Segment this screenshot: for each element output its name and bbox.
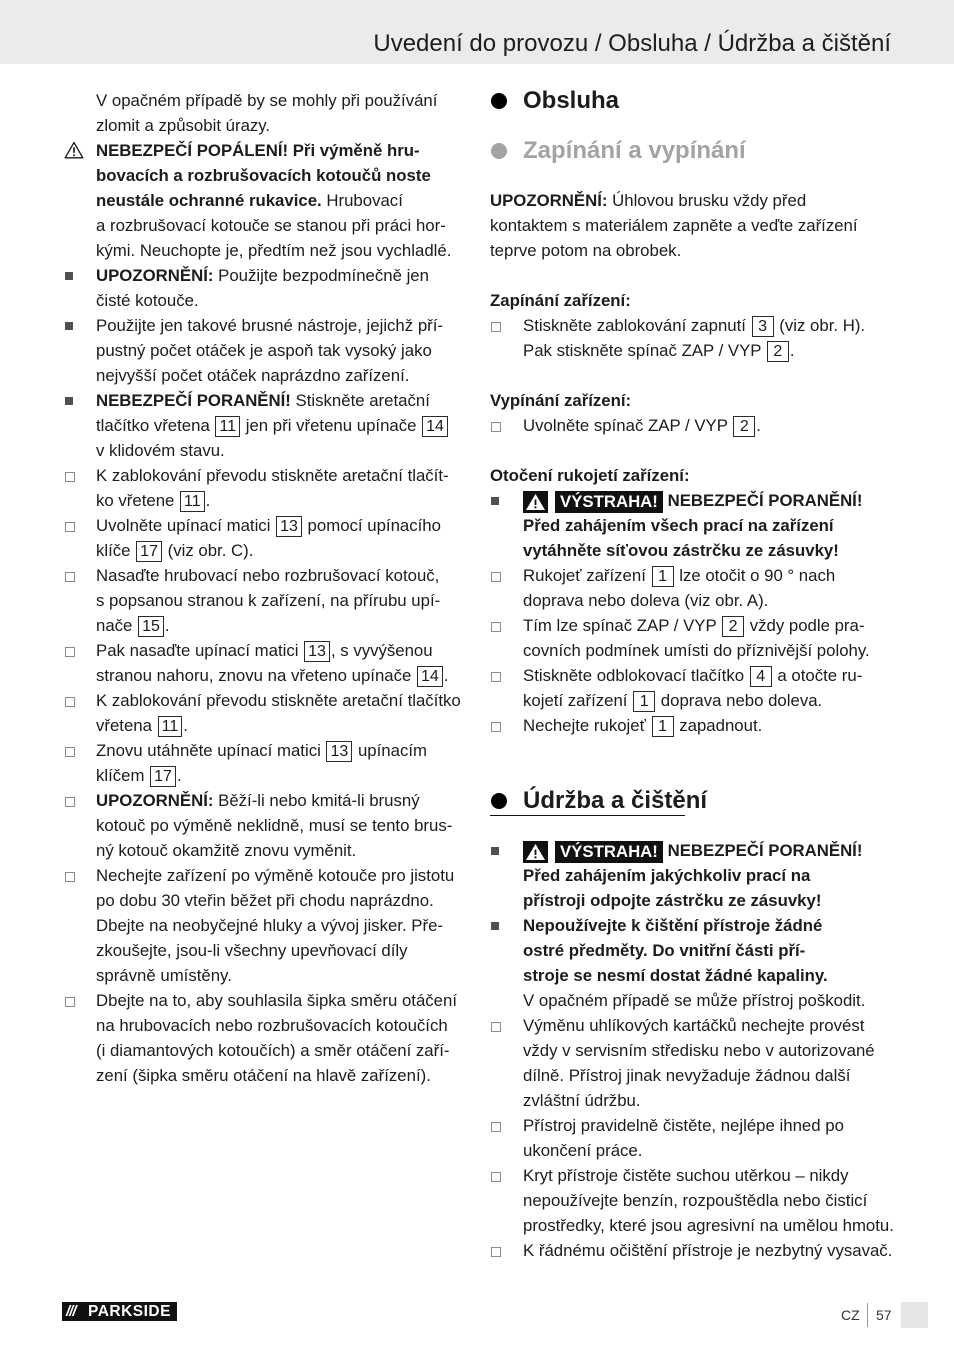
open-square-icon [490, 1163, 523, 1188]
filled-square-icon [490, 913, 523, 938]
text-run: dílně. Přístroj jinak nevyžaduje žádnou další [523, 1066, 851, 1085]
text-line [523, 638, 895, 663]
text-run: a rozbrušovací kotouče se stanou při práci hor- [96, 216, 446, 235]
text-lines [523, 413, 895, 438]
text-run: zení (šipka směru otáčení na hlavě zařízení). [96, 1066, 431, 1085]
bold-text-run: Nepoužívejte k čištění přístroje žádné [523, 916, 823, 935]
reference-number-box: 1 [652, 716, 674, 737]
bold-text-run: neustále ochranné rukavice. [96, 191, 322, 210]
text-run: doprava nebo doleva (viz obr. A). [523, 591, 769, 610]
text-run: po dobu 30 vteřin běžet při chodu naprázdno. [96, 891, 434, 910]
text-line [96, 538, 469, 563]
bold-text-run: stroje se nesmí dostat žádné kapaliny. [523, 966, 828, 985]
text-line [523, 488, 895, 513]
text-run: zlomit a způsobit úrazy. [96, 116, 271, 135]
list-item [490, 413, 895, 438]
text-line [96, 288, 469, 313]
open-square-icon [490, 613, 523, 638]
list-item [490, 613, 895, 663]
bold-text-run: NEBEZPEČÍ PORANĚNÍ! [96, 391, 291, 410]
text-line [96, 163, 469, 188]
text-lines [96, 513, 469, 563]
page-number: 57 [876, 1307, 892, 1323]
text-line [96, 638, 469, 663]
bold-text-run: bovacích a rozbrušovacích kotoučů noste [96, 166, 431, 185]
text-line [523, 1063, 895, 1088]
text-line [523, 913, 895, 938]
text-run: teprve potom na obrobek. [490, 241, 682, 260]
list-item [64, 263, 469, 313]
text-line [523, 1213, 895, 1238]
text-line [523, 313, 895, 338]
open-square-icon [490, 713, 523, 738]
text-lines [523, 488, 895, 563]
bullet-spacer [64, 88, 96, 113]
text-run: (i diamantových kotoučích) a směr otáčení zaří- [96, 1041, 450, 1060]
reference-number-box: 2 [767, 341, 789, 362]
text-run: nepoužívejte benzín, rozpouštědla nebo čisticí [523, 1191, 868, 1210]
text-run: Úhlovou brusku vždy před [607, 191, 807, 210]
list-item [490, 1163, 895, 1238]
text-line [523, 963, 895, 988]
text-line [523, 338, 895, 363]
left-column [64, 88, 469, 1088]
text-lines [523, 713, 895, 738]
text-run: tlačítko vřetena [96, 416, 215, 435]
text-run: K řádnému očištění přístroje je nezbytný vysavač. [523, 1241, 893, 1260]
section-heading [490, 88, 895, 113]
text-line [523, 563, 895, 588]
text-run: Tím lze spínač ZAP / VYP [523, 616, 722, 635]
text-line [96, 488, 469, 513]
text-run: Hrubovací [321, 191, 403, 210]
text-line [523, 888, 895, 913]
text-line [523, 1038, 895, 1063]
list-item [490, 663, 895, 713]
text-run: nejvyšší počet otáček naprázdno zařízení. [96, 366, 410, 385]
bold-text-run: NEBEZPEČÍ PORANĚNÍ! [662, 491, 863, 510]
text-line [523, 1113, 895, 1138]
subheading: Otočení rukojetí zařízení: [490, 466, 690, 485]
reference-number-box: 1 [633, 691, 655, 712]
text-run: doprava nebo doleva. [656, 691, 823, 710]
section-heading [490, 788, 895, 813]
logo-text: PARKSIDE [88, 1302, 171, 1320]
text-run: čisté kotouče. [96, 291, 199, 310]
open-square-icon [490, 313, 523, 338]
reference-number-box: 11 [215, 416, 240, 437]
reference-number-box: 2 [722, 616, 744, 637]
circle-bullet-icon [491, 93, 507, 109]
text-line [523, 713, 895, 738]
open-square-icon [490, 1238, 523, 1263]
open-square-icon [490, 663, 523, 688]
text-lines [523, 663, 895, 713]
text-lines [523, 563, 895, 613]
page-header [0, 0, 954, 64]
bold-text-run: NEBEZPEČÍ PORANĚNÍ! [662, 841, 863, 860]
text-line [96, 263, 469, 288]
reference-number-box: 1 [652, 566, 674, 587]
text-line [96, 788, 469, 813]
text-run: . [176, 766, 182, 785]
bold-text-run: Před zahájením všech prací na zařízení [523, 516, 834, 535]
text-line [96, 88, 469, 113]
text-line [96, 888, 469, 913]
open-square-icon [490, 563, 523, 588]
text-run: (viz obr. H). [774, 316, 866, 335]
list-item [490, 1013, 895, 1113]
text-lines [523, 838, 895, 913]
text-line [96, 238, 469, 263]
list-item [490, 838, 895, 913]
bold-text-run: UPOZORNĚNÍ: [490, 191, 608, 210]
text-line [96, 388, 469, 413]
text-line [96, 1063, 469, 1088]
open-square-icon [64, 513, 96, 538]
text-lines [523, 1238, 895, 1263]
filled-square-icon [64, 388, 96, 413]
text-run: Stiskněte aretační [290, 391, 430, 410]
text-run: ukončení práce. [523, 1141, 643, 1160]
reference-number-box: 15 [138, 616, 164, 637]
list-item [64, 388, 469, 463]
text-run: stranou nahoru, znovu na vřeteno upínače [96, 666, 416, 685]
open-square-icon [64, 863, 96, 888]
text-line [96, 813, 469, 838]
list-item [64, 988, 469, 1088]
text-run: K zablokování převodu stiskněte aretační tlačít- [96, 466, 449, 485]
text-run: Použijte bezpodmínečně jen [213, 266, 429, 285]
circle-bullet-icon [491, 143, 507, 159]
warning-sign-icon [523, 491, 548, 513]
text-line [523, 513, 895, 538]
circle-bullet-icon [491, 793, 507, 809]
text-lines [96, 788, 469, 863]
text-run: klíče [96, 541, 136, 560]
footer-divider [867, 1303, 868, 1327]
list-item [64, 563, 469, 638]
text-run: kotouč po výměně neklidně, musí se tento brus- [96, 816, 453, 835]
text-line [96, 713, 469, 738]
text-line [96, 938, 469, 963]
text-run: Nechejte rukojeť [523, 716, 651, 735]
text-lines [96, 138, 469, 263]
text-line [96, 913, 469, 938]
text-run: Uvolněte upínací matici [96, 516, 276, 535]
text-line [523, 988, 895, 1013]
text-lines [523, 913, 895, 1013]
text-line [96, 438, 469, 463]
text-line [96, 588, 469, 613]
bold-text-run: UPOZORNĚNÍ: [96, 791, 214, 810]
bold-text-run: NEBEZPEČÍ POPÁLENÍ! Při výměně hru- [96, 141, 420, 160]
heading-text: Obsluha [523, 86, 620, 114]
text-line [523, 1163, 895, 1188]
text-line [96, 463, 469, 488]
text-line [96, 188, 469, 213]
text-line [96, 688, 469, 713]
text-run: vřetena [96, 716, 157, 735]
text-line [96, 563, 469, 588]
warning-icon [64, 138, 96, 163]
text-line [96, 663, 469, 688]
text-line [523, 588, 895, 613]
list-item [64, 688, 469, 738]
text-lines [523, 1113, 895, 1163]
text-run: Pak stiskněte spínač ZAP / VYP [523, 341, 766, 360]
text-run: Přístroj pravidelně čistěte, nejlépe ihned po [523, 1116, 844, 1135]
open-square-icon [490, 1113, 523, 1138]
text-line [523, 1138, 895, 1163]
text-run: vždy podle pra- [745, 616, 865, 635]
text-run: pomocí upínacího [302, 516, 441, 535]
list-item [490, 313, 895, 363]
filled-square-icon [490, 838, 523, 863]
text-line [96, 1038, 469, 1063]
list-item [64, 638, 469, 688]
text-line [96, 313, 469, 338]
text-run: Nechejte zařízení po výměně kotouče pro jistotu [96, 866, 455, 885]
bold-text-run: Před zahájením jakýchkoliv prací na [523, 866, 811, 885]
list-item [64, 788, 469, 863]
reference-number-box: 2 [733, 416, 755, 437]
text-run: K zablokování převodu stiskněte aretační tlačítko [96, 691, 461, 710]
text-run: Dbejte na neobyčejné hluky a vývoj jisker. Pře- [96, 916, 443, 935]
text-run: V opačném případě by se mohly při používání [96, 91, 438, 110]
list-item [490, 913, 895, 1013]
list-item [64, 513, 469, 563]
text-line [490, 238, 895, 263]
reference-number-box: 17 [150, 766, 176, 787]
text-run: a otočte ru- [772, 666, 863, 685]
text-run: pustný počet otáček je aspoň tak vysoký jako [96, 341, 432, 360]
text-run: ný kotouč okamžitě znovu vyměnit. [96, 841, 357, 860]
text-line [96, 213, 469, 238]
list-item [490, 563, 895, 613]
text-lines [523, 313, 895, 363]
warning-label: VÝSTRAHA! [555, 841, 663, 863]
text-lines [96, 988, 469, 1088]
text-run: správně umístěny. [96, 966, 232, 985]
text-run: Stiskněte odblokovací tlačítko [523, 666, 749, 685]
text-line [96, 1013, 469, 1038]
text-lines [96, 738, 469, 788]
text-run: jen při vřetenu upínače [241, 416, 422, 435]
text-run: kojetí zařízení [523, 691, 633, 710]
reference-number-box: 11 [158, 716, 183, 737]
text-run: prostředky, které jsou agresivní na umělou hmotu. [523, 1216, 894, 1235]
text-run: v klidovém stavu. [96, 441, 225, 460]
text-line [96, 363, 469, 388]
text-run: (viz obr. C). [162, 541, 254, 560]
text-lines [96, 688, 469, 738]
list-item [64, 138, 469, 263]
text-run: . [443, 666, 449, 685]
subheading: Zapínání zařízení: [490, 291, 631, 310]
open-square-icon [64, 988, 96, 1013]
text-run: . [183, 716, 188, 735]
reference-number-box: 14 [422, 416, 448, 437]
filled-square-icon [490, 488, 523, 513]
text-run: upínacím [353, 741, 427, 760]
subsection-heading [490, 138, 895, 163]
list-item [490, 1238, 895, 1263]
text-line [523, 863, 895, 888]
text-lines [523, 1163, 895, 1238]
text-run: s popsanou stranou k zařízení, na přírubu upí- [96, 591, 441, 610]
text-line [96, 513, 469, 538]
text-run: Běží-li nebo kmitá-li brusný [213, 791, 420, 810]
heading-text: Zapínání a vypínání [523, 136, 746, 164]
bold-text-run: vytáhněte síťovou zástrčku ze zásuvky! [523, 541, 839, 560]
text-line [523, 688, 895, 713]
text-line [523, 1013, 895, 1038]
text-run: Uvolněte spínač ZAP / VYP [523, 416, 733, 435]
text-run: . [756, 416, 761, 435]
text-run: kými. Neuchopte je, předtím než jsou vychladlé. [96, 241, 452, 260]
text-run: nače [96, 616, 138, 635]
heading-text: Údržba a čištění [523, 786, 708, 814]
reference-number-box: 13 [276, 516, 302, 537]
text-run: V opačném případě se může přístroj poškodit. [523, 991, 866, 1010]
text-line [490, 188, 895, 213]
text-line [523, 413, 895, 438]
text-run: vždy v servisním středisku nebo v autorizované [523, 1041, 875, 1060]
text-lines [523, 613, 895, 663]
text-line [96, 338, 469, 363]
page-tab-marker [901, 1302, 928, 1328]
bold-text-run: UPOZORNĚNÍ: [96, 266, 214, 285]
warning-label: VÝSTRAHA! [555, 491, 663, 513]
text-lines [96, 388, 469, 463]
list-item [64, 863, 469, 988]
list-item [64, 88, 469, 138]
text-lines [96, 313, 469, 388]
text-line [523, 1238, 895, 1263]
text-line [96, 413, 469, 438]
language-code: CZ [841, 1307, 860, 1323]
text-run: zkoušejte, jsou-li všechny upevňovací díly [96, 941, 408, 960]
text-line [96, 863, 469, 888]
text-run: klíčem [96, 766, 150, 785]
text-line [96, 138, 469, 163]
reference-number-box: 17 [136, 541, 162, 562]
text-lines [96, 638, 469, 688]
text-line [523, 938, 895, 963]
text-run: Nasaďte hrubovací nebo rozbrušovací kotouč, [96, 566, 440, 585]
text-line [523, 613, 895, 638]
reference-number-box: 3 [752, 316, 774, 337]
text-lines [96, 88, 469, 138]
open-square-icon [64, 463, 96, 488]
reference-number-box: 11 [180, 491, 205, 512]
text-run: Rukojeť zařízení [523, 566, 651, 585]
open-square-icon [64, 738, 96, 763]
subheading: Vypínání zařízení: [490, 391, 632, 410]
open-square-icon [64, 688, 96, 713]
open-square-icon [490, 413, 523, 438]
list-item [64, 738, 469, 788]
text-run: covních podmínek umísti do příznivější polohy. [523, 641, 870, 660]
filled-square-icon [64, 263, 96, 288]
text-lines [96, 863, 469, 988]
text-line [96, 113, 469, 138]
list-item [64, 313, 469, 388]
logo-slashes: /// [66, 1303, 76, 1320]
open-square-icon [490, 1013, 523, 1038]
list-item [490, 488, 895, 563]
paragraph [490, 188, 895, 263]
text-line [96, 838, 469, 863]
list-item [64, 463, 469, 513]
text-lines [96, 263, 469, 313]
text-run: Použijte jen takové brusné nástroje, jejichž pří- [96, 316, 443, 335]
reference-number-box: 4 [750, 666, 772, 687]
reference-number-box: 13 [326, 741, 352, 762]
page-title: Uvedení do provozu / Obsluha / Údržba a čištění [373, 30, 891, 57]
text-line [490, 213, 895, 238]
open-square-icon [64, 788, 96, 813]
text-run: Pak nasaďte upínací matici [96, 641, 304, 660]
text-run: . [164, 616, 170, 635]
text-run: lze otočit o 90 ° nach [674, 566, 836, 585]
bold-text-run: přístroji odpojte zástrčku ze zásuvky! [523, 891, 822, 910]
right-column [490, 88, 895, 1263]
text-run: zvláštní údržbu. [523, 1091, 641, 1110]
parkside-logo [62, 1302, 177, 1321]
text-run: Dbejte na to, aby souhlasila šipka směru otáčení [96, 991, 458, 1010]
reference-number-box: 13 [304, 641, 330, 662]
reference-number-box: 14 [417, 666, 443, 687]
text-line [523, 1188, 895, 1213]
text-line [523, 1088, 895, 1113]
text-run: Výměnu uhlíkových kartáčků nechejte provést [523, 1016, 865, 1035]
text-line [96, 763, 469, 788]
text-run: . [789, 341, 795, 360]
text-run: , s vyvýšenou [330, 641, 433, 660]
text-run: Stiskněte zablokování zapnutí [523, 316, 751, 335]
text-lines [96, 463, 469, 513]
open-square-icon [64, 563, 96, 588]
text-line [96, 963, 469, 988]
text-run: . [205, 491, 211, 510]
text-run: Kryt přístroje čistěte suchou utěrkou – nikdy [523, 1166, 849, 1185]
text-line [96, 738, 469, 763]
text-lines [96, 563, 469, 638]
text-run: Znovu utáhněte upínací matici [96, 741, 326, 760]
text-line [523, 838, 895, 863]
text-line [96, 988, 469, 1013]
filled-square-icon [64, 313, 96, 338]
text-run: zapadnout. [674, 716, 763, 735]
text-line [96, 613, 469, 638]
list-item [490, 1113, 895, 1163]
text-run: na hrubovacích nebo rozbrušovacích kotoučích [96, 1016, 448, 1035]
text-lines [490, 188, 895, 263]
text-line [523, 538, 895, 563]
open-square-icon [64, 638, 96, 663]
text-run: kontaktem s materiálem zapněte a veďte zařízení [490, 216, 858, 235]
text-lines [523, 1013, 895, 1113]
text-line [523, 663, 895, 688]
text-run: ko vřetene [96, 491, 180, 510]
bold-text-run: ostré předměty. Do vnitřní části pří- [523, 941, 806, 960]
warning-sign-icon [523, 841, 548, 863]
list-item [490, 713, 895, 738]
